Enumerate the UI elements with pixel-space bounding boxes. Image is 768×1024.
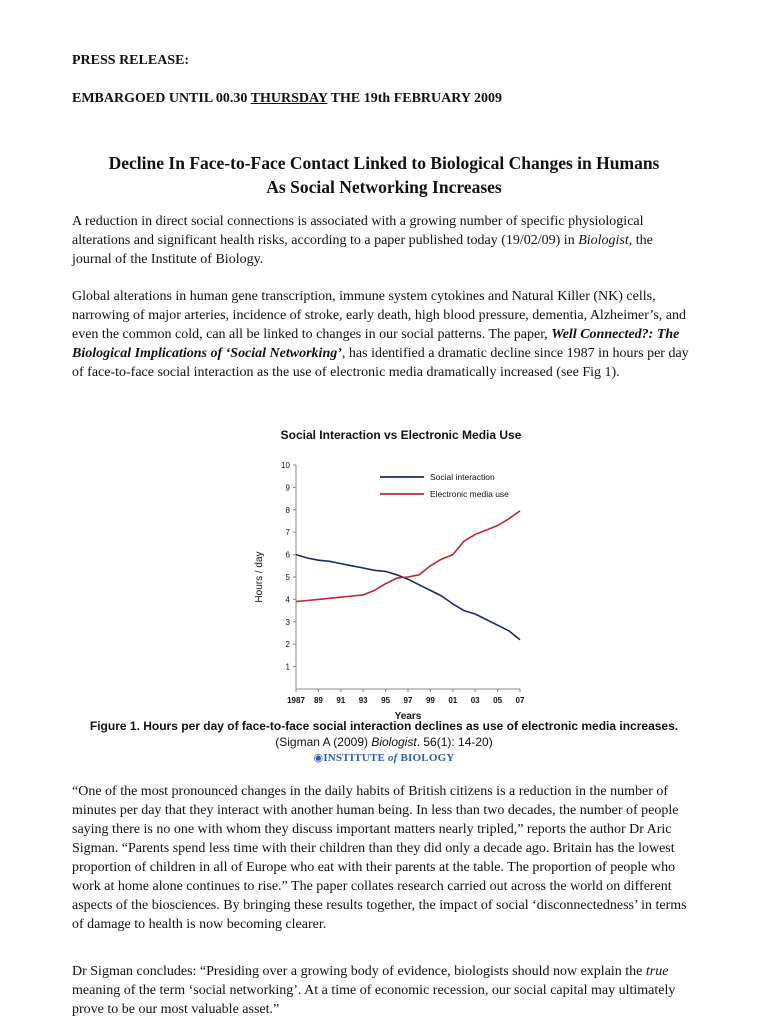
findings-text-a: Global alterations in human gene transcription, immune system cytokines and Natural Killer (NK) cells, narrowing of major arteries, incidence of stroke, early death, high blood pressure, dementia, Alzheimer’s, and even the common cold, can all be linked to changes in our social patterns. The paper, (72, 289, 686, 342)
intro-text-a: A reduction in direct social connections is associated with a growing number of specific physiological alterations and significant health risks, according to a paper published today (19/02/09) in (72, 214, 644, 248)
x-tick-label: 93 (358, 696, 368, 705)
logo-emblem-icon: ◉ (313, 752, 324, 764)
page-title (72, 151, 696, 199)
series-line-social-interaction (296, 555, 520, 640)
x-tick-label: 95 (381, 696, 391, 705)
y-tick-label: 6 (285, 550, 290, 560)
press-release-label: PRESS RELEASE: (72, 53, 190, 68)
caption-bold-text: Figure 1. Hours per day of face-to-face social interaction declines as use of electronic media increases. (89, 719, 679, 733)
conclusion-text-b: meaning of the term ‘social networking’. At a time of economic recession, our social capital may ultimately prove to be our most valuable asset.” (72, 983, 676, 1017)
chart-legend (380, 472, 509, 499)
embargo-day: THURSDAY (250, 91, 328, 106)
chart-title: Social Interaction vs Electronic Media Use (280, 428, 522, 442)
y-tick-labels (281, 461, 290, 672)
findings-paragraph (72, 287, 696, 382)
quote-paragraph: “One of the most pronounced changes in the daily habits of British citizens is a reduction in the number of minutes per day that they interact with another human being. In less than two decades, the number of people saying there is no one with whom they discuss important matters nearly tripled,” reports the author Dr Aric Sigman. “Parents spend less time with their children than they did only a decade ago. Britain has the lowest proportion of children in all of Europe who eat with their parents at the table. The proportion of people who work at home alone continues to rise.” The paper collates research carried out across the world on different aspects of the biosciences. By bringing these results together, the impact of social ‘disconnectedness’ in terms of damage to health is now becoming clearer. (72, 784, 687, 932)
logo-text-of: of (387, 752, 398, 764)
conclusion-emphasis: true (645, 964, 669, 979)
figure-1-chart (72, 425, 696, 725)
conclusion-text-a: Dr Sigman concludes: “Presiding over a growing body of evidence, biologists should now explain the (72, 964, 646, 979)
caption-citation-b: . 56(1): 14-20) (416, 735, 493, 749)
x-tick-label: 07 (515, 696, 525, 705)
y-tick-label: 5 (285, 573, 290, 582)
embargo-suffix: THE 19th FEBRUARY 2009 (327, 91, 502, 106)
embargo-prefix: EMBARGOED UNTIL 00.30 (72, 91, 251, 106)
findings-text-b: , has identified a dramatic decline since 1987 in hours per day of face-to-face social interaction as the use of electronic media dramatically increased (see Fig 1). (72, 346, 689, 380)
intro-paragraph (72, 212, 696, 269)
logo-text-a: INSTITUTE (323, 752, 388, 764)
embargo-line (72, 91, 502, 107)
y-tick-label: 3 (285, 617, 290, 627)
x-axis-label: Years (394, 711, 422, 722)
x-tick-label: 97 (403, 696, 413, 705)
institute-of-biology-logo (72, 751, 696, 764)
title-line-1: Decline In Face-to-Face Contact Linked to Biological Changes in Humans (108, 153, 660, 173)
logo-text-b: BIOLOGY (397, 752, 455, 764)
y-tick-label: 8 (285, 505, 290, 515)
x-tick-label: 05 (493, 696, 503, 705)
line-chart-svg (72, 425, 696, 725)
conclusion-paragraph (72, 962, 696, 1019)
journal-name: Biologist (578, 233, 629, 248)
series-line-electronic-media (296, 511, 520, 602)
intro-text-b: , the journal of the Institute of Biology. (72, 233, 653, 267)
caption-journal: Biologist (371, 735, 417, 749)
x-tick-label: 91 (336, 696, 346, 705)
y-axis-label: Hours / day (254, 551, 265, 603)
x-tick-labels (287, 696, 525, 705)
paper-title: Well Connected?: The Biological Implications of ‘Social Networking’ (72, 327, 680, 361)
y-tick-label: 7 (285, 528, 290, 538)
y-tick-label: 4 (285, 595, 290, 605)
figure-caption (72, 718, 696, 750)
y-tick-label: 1 (285, 662, 290, 672)
y-tick-label: 9 (285, 483, 290, 493)
x-tick-label: 1987 (287, 696, 305, 705)
legend-label: Social interaction (430, 472, 495, 482)
y-tick-label: 10 (281, 461, 290, 470)
x-tick-label: 01 (448, 696, 458, 705)
title-line-2: As Social Networking Increases (266, 177, 502, 197)
caption-citation-a: (Sigman A (2009) (275, 735, 372, 749)
y-tick-label: 2 (285, 640, 290, 650)
series-lines (296, 511, 520, 640)
x-tick-label: 89 (313, 696, 323, 705)
x-tick-label: 99 (425, 696, 435, 705)
legend-label: Electronic media use (430, 489, 509, 499)
x-tick-label: 03 (470, 696, 480, 705)
